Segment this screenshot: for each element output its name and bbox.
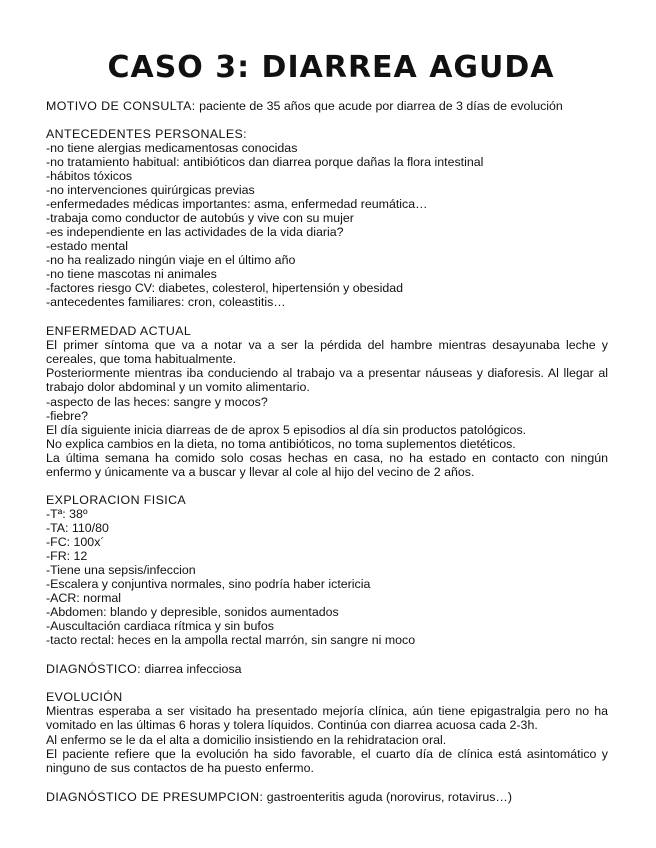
exploracion-heading: EXPLORACION FISICA [46,493,187,507]
diagnostico [46,662,242,676]
list-item: -Tiene una sepsis/infeccion [46,563,196,577]
list-item: -estado mental [46,239,128,253]
list-item: -no intervenciones quirúrgicas previas [46,183,255,197]
list-item: -enfermedades médicas importantes: asma, enfermedad reumática… [46,197,428,211]
enfermedad-line-dieta: No explica cambios en la dieta, no toma antibióticos, no toma suplementos dietéticos. [46,437,516,451]
antecedentes-heading: ANTECEDENTES PERSONALES: [46,127,248,141]
evolucion-paragraph-1: Mientras esperaba a ser visitado ha presentado mejoría clínica, aún tiene epigastralgia pero no ha vomitado en las últimas 6 horas y tolera líquidos. Continúa con diarrea acuosa cada 2-3h. [46,704,608,733]
presuncion-label: DIAGNÓSTICO DE PRESUMPCION: [46,790,264,804]
motivo-label: MOTIVO DE CONSULTA: [46,99,196,113]
enfermedad-line-diarreas: El día siguiente inicia diarreas de de aprox 5 episodios al día sin productos patológicos. [46,423,527,437]
enfermedad-line-fiebre: -fiebre? [46,409,89,423]
evolucion-paragraph-2: El paciente refiere que la evolución ha sido favorable, el cuarto día de clínica está asintomático y ninguno de sus contactos de ha puesto enfermo. [46,747,608,776]
list-item: -factores riesgo CV: diabetes, colesterol, hipertensión y obesidad [46,281,403,295]
enfermedad-line-heces: -aspecto de las heces: sangre y mocos? [46,395,268,409]
presuncion-text: gastroenteritis aguda (norovirus, rotavirus…) [263,790,512,804]
list-item: -hábitos tóxicos [46,169,133,183]
page-title: CASO 3: DIARREA AGUDA [107,50,555,85]
enfermedad-paragraph-2: Posteriormente mientras iba conduciendo al trabajo va a presentar náuseas y diaforesis. Al llegar al trabajo dolor abdominal y un vomito alimentario. [46,366,608,395]
list-item: -es independiente en las actividades de la vida diaria? [46,225,344,239]
list-item: -FR: 12 [46,549,88,563]
evolucion-heading: EVOLUCIÓN [46,690,123,704]
list-item: -tacto rectal: heces en la ampolla rectal marrón, sin sangre ni moco [46,633,416,647]
list-item: -no ha realizado ningún viaje en el último año [46,253,296,267]
enfermedad-paragraph-3: La última semana ha comido solo cosas hechas en casa, no ha estado en contacto con ningún enfermo y únicamente va a buscar y llevar al cole al hijo del vecino de 2 años. [46,451,608,480]
enfermedad-heading: ENFERMEDAD ACTUAL [46,324,192,338]
list-item: -Abdomen: blando y depresible, sonidos aumentados [46,605,339,619]
enfermedad-paragraph-1: El primer síntoma que va a notar va a ser la pérdida del hambre mientras desayunaba leche y cereales, que toma habitualmente. [46,338,608,367]
list-item: -no tiene mascotas ni animales [46,267,217,281]
list-item: -trabaja como conductor de autobús y vive con su mujer [46,211,354,225]
list-item: -FC: 100x´ [46,535,105,549]
motivo-consulta [46,99,563,113]
list-item: -ACR: normal [46,591,122,605]
list-item: -Auscultación cardiaca rítmica y sin bufos [46,619,274,633]
diagnostico-text: diarrea infecciosa [140,662,242,676]
diagnostico-label: DIAGNÓSTICO: [46,662,141,676]
diagnostico-presuncion [46,790,512,804]
list-item: -TA: 110/80 [46,521,109,535]
list-item: -Tª: 38º [46,507,88,521]
motivo-text: paciente de 35 años que acude por diarrea de 3 días de evolución [195,99,563,113]
list-item: -no tiene alergias medicamentosas conocidas [46,141,298,155]
evolucion-line-alta: Al enfermo se le da el alta a domicilio insistiendo en la rehidratacion oral. [46,733,447,747]
antecedentes-list [46,141,483,309]
list-item: -antecedentes familiares: cron, coleastitis… [46,295,286,309]
exploracion-list [46,507,415,647]
list-item: -no tratamiento habitual: antibióticos dan diarrea porque dañas la flora intestinal [46,155,484,169]
list-item: -Escalera y conjuntiva normales, sino podría haber ictericia [46,577,371,591]
